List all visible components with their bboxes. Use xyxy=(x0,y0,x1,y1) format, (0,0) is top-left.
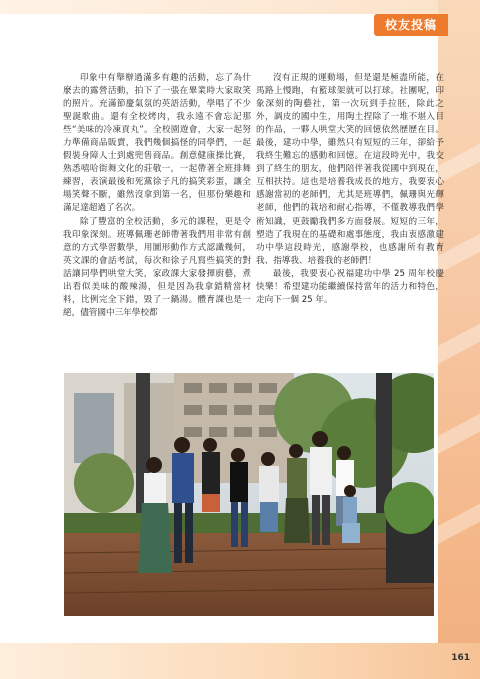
page-number: 161 xyxy=(451,653,470,663)
paragraph: 除了豐富的全校活動，多元的課程，更是令我印象深刻。班導佩珊老師帶著我們用非常有創意的方式學習數學，用圖形動作方式認識幾何，英文課的會話考試，每次和徐子凡寫些搞笑的對話讓同學們哄堂大笑，家政課大家發揮廚藝，煮出看似美味的酸辣湯，但是因為我拿錯精當材料，比例完全下錯，毀了一鍋湯。體育課也是一絕，儘管國中三年學校都 xyxy=(63,216,251,318)
top-decor-band xyxy=(0,0,480,14)
paragraph: 沒有正規的運動場，但是還是極盡所能，在馬路上慢跑，有籃球架就可以打球。社團呢，印象深刻的陶藝社，第一次玩到手拉胚，除此之外，調皮的國中生，用陶土捏除了一堆不堪入目的作品，一夥人哄堂大笑的回憶依然歷歷在目。最後，建功中學，雖然只有短短的三年，卻給予我終生難忘的感動和回憶。在這段時光中，我交到了終生的朋友，他們陪伴著我從國中到現在，互相扶持。這也是培養我成長的地方，我要衷心感謝當初的老師們，尤其是班導們，佩珊與光輝老師，他們的栽培和耐心指導，不僅教導我們學術知識，更鼓勵我們多方面發展。短短的三年，塑造了我現在的基礎和處事態度，我由衷感激建功中學這段時光，感謝學校，也感謝所有教育我、指導我、培養我的老師們！ xyxy=(256,73,444,266)
band-stripe xyxy=(438,314,480,364)
paragraph: 最後，我要衷心祝福建功中學 25 周年校慶快樂！希望建功能繼續保持當年的活力和特色，走向下一個 25 年。 xyxy=(256,268,444,305)
band-stripe xyxy=(438,224,480,274)
band-stripe xyxy=(438,134,480,184)
paragraph: 印象中有舉辦過滿多有趣的活動，忘了為什麼去的露營活動，拍下了一張在畢業時大家取笑的照片。充滿節慶氣氛的英語活動，學唱了不少聖誕歌曲。還有全校烤肉，我永遠不會忘記那些“美味的冷凍貢丸”。全校園遊會，大家一起努力準備商品販賣，我們幾個搞怪的同學們，一起假裝身障人士到處兜售商品。創意健康操比賽，熟悉嘻哈街舞文化的莊敬一，一起帶著全班排舞練習，表演最後和死黨徐子凡的搞笑彩蛋，讓全場笑聲不斷，雖然沒拿到第一名，但那份樂趣和滿足達超過了名次。 xyxy=(63,73,251,214)
band-stripe xyxy=(438,404,480,454)
bottom-decor-band xyxy=(0,643,480,679)
group-photo xyxy=(64,373,434,616)
article-left-column xyxy=(63,72,251,320)
band-stripe xyxy=(438,494,480,544)
right-decor-band xyxy=(438,0,480,679)
section-label: 校友投稿 xyxy=(374,14,448,36)
article-right-column xyxy=(256,72,444,307)
group-photo-illustration xyxy=(64,373,434,616)
